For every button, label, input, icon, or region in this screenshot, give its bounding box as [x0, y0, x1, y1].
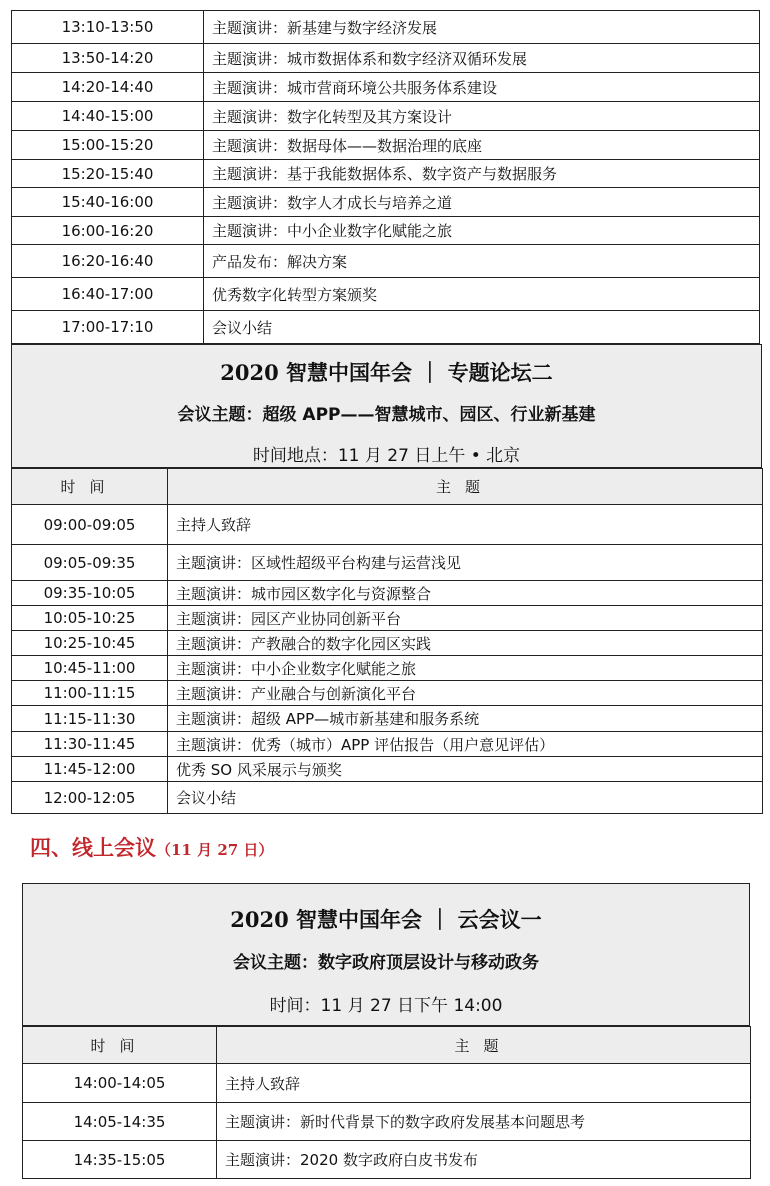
table-row — [12, 11, 760, 44]
table-row — [12, 131, 760, 160]
time-cell: 15:20-15:40 — [12, 160, 204, 188]
topic-cell: 主题演讲：城市营商环境公共服务体系建设 — [204, 73, 760, 102]
topic-cell: 主题演讲：数据母体——数据治理的底座 — [204, 131, 760, 160]
col-header-time: 时间 — [23, 1027, 217, 1064]
topic-cell: 主题演讲：数字化转型及其方案设计 — [204, 102, 760, 131]
topic-cell: 主题演讲：优秀（城市）APP 评估报告（用户意见评估） — [168, 732, 763, 757]
topic-cell: 主持人致辞 — [168, 505, 763, 545]
time-cell: 11:45-12:00 — [12, 757, 168, 782]
table-header-row — [23, 1027, 751, 1064]
table-row — [12, 656, 763, 681]
time-cell: 14:00-14:05 — [23, 1064, 217, 1103]
cloud1-title: 2020 智慧中国年会 ｜ 云会议一 — [230, 907, 542, 932]
table-row — [23, 1064, 751, 1103]
table-row — [12, 545, 763, 581]
forum2-time-place: 时间地点：11 月 27 日上午 • 北京 — [252, 446, 521, 466]
topic-cell: 主题演讲：园区产业协同创新平台 — [168, 606, 763, 631]
table-row — [12, 245, 760, 278]
table-row — [12, 581, 763, 606]
cloud1-theme: 会议主题：数字政府顶层设计与移动政务 — [233, 953, 539, 973]
topic-cell: 产品发布：解决方案 — [204, 245, 760, 278]
time-cell: 15:40-16:00 — [12, 188, 204, 217]
topic-cell: 主题演讲：基于我能数据体系、数字资产与数据服务 — [204, 160, 760, 188]
time-cell: 13:10-13:50 — [12, 11, 204, 44]
topic-cell: 优秀 SO 风采展示与颁奖 — [168, 757, 763, 782]
table-row — [12, 73, 760, 102]
forum2-theme: 会议主题：超级 APP——智慧城市、园区、行业新基建 — [177, 405, 596, 425]
table-row — [12, 278, 760, 311]
col-header-topic: 主题 — [217, 1027, 751, 1064]
topic-cell: 主题演讲：城市园区数字化与资源整合 — [168, 581, 763, 606]
table-row — [12, 102, 760, 131]
time-cell: 10:25-10:45 — [12, 631, 168, 656]
table-row — [12, 706, 763, 732]
cloud1-schedule-table — [22, 1026, 751, 1179]
topic-cell: 会议小结 — [204, 311, 760, 344]
topic-cell: 主题演讲：区域性超级平台构建与运营浅见 — [168, 545, 763, 581]
cloud1-header — [22, 883, 750, 1026]
forum2-schedule-table — [11, 468, 763, 814]
topic-cell: 主题演讲：新基建与数字经济发展 — [204, 11, 760, 44]
topic-cell: 主题演讲：中小企业数字化赋能之旅 — [168, 656, 763, 681]
schedule-table-1 — [11, 10, 760, 344]
topic-cell: 会议小结 — [168, 782, 763, 814]
table-header-row — [12, 469, 763, 505]
table-row — [12, 757, 763, 782]
forum2-header — [11, 344, 762, 468]
topic-cell: 主题演讲：中小企业数字化赋能之旅 — [204, 217, 760, 245]
time-cell: 13:50-14:20 — [12, 44, 204, 73]
time-cell: 12:00-12:05 — [12, 782, 168, 814]
topic-cell: 主题演讲：新时代背景下的数字政府发展基本问题思考 — [217, 1103, 751, 1141]
time-cell: 17:00-17:10 — [12, 311, 204, 344]
time-cell: 10:45-11:00 — [12, 656, 168, 681]
section-heading — [30, 832, 273, 862]
time-cell: 09:00-09:05 — [12, 505, 168, 545]
time-cell: 11:15-11:30 — [12, 706, 168, 732]
table-row — [12, 631, 763, 656]
topic-cell: 主题演讲：超级 APP—城市新基建和服务系统 — [168, 706, 763, 732]
section-heading-title: 四、线上会议 — [30, 835, 156, 860]
cloud1-time: 时间：11 月 27 日下午 14:00 — [269, 996, 503, 1016]
table-row — [12, 782, 763, 814]
time-cell: 16:20-16:40 — [12, 245, 204, 278]
time-cell: 09:05-09:35 — [12, 545, 168, 581]
time-cell: 15:00-15:20 — [12, 131, 204, 160]
table-row — [12, 217, 760, 245]
topic-cell: 主题演讲：城市数据体系和数字经济双循环发展 — [204, 44, 760, 73]
time-cell: 16:40-17:00 — [12, 278, 204, 311]
table-row — [12, 606, 763, 631]
table-row — [12, 732, 763, 757]
forum2-title: 2020 智慧中国年会 ｜ 专题论坛二 — [220, 360, 553, 385]
time-cell: 09:35-10:05 — [12, 581, 168, 606]
table-row — [12, 44, 760, 73]
topic-cell: 主题演讲：产教融合的数字化园区实践 — [168, 631, 763, 656]
time-cell: 16:00-16:20 — [12, 217, 204, 245]
time-cell: 10:05-10:25 — [12, 606, 168, 631]
topic-cell: 主题演讲：2020 数字政府白皮书发布 — [217, 1141, 751, 1179]
time-cell: 11:00-11:15 — [12, 681, 168, 706]
col-header-topic: 主题 — [168, 469, 763, 505]
table-row — [12, 505, 763, 545]
table-row — [12, 311, 760, 344]
table-row — [12, 681, 763, 706]
time-cell: 11:30-11:45 — [12, 732, 168, 757]
table-row — [23, 1141, 751, 1179]
table-row — [23, 1103, 751, 1141]
col-header-time: 时间 — [12, 469, 168, 505]
time-cell: 14:20-14:40 — [12, 73, 204, 102]
topic-cell: 主题演讲：产业融合与创新演化平台 — [168, 681, 763, 706]
topic-cell: 主持人致辞 — [217, 1064, 751, 1103]
section-heading-date: （11 月 27 日） — [156, 841, 274, 859]
table-row — [12, 188, 760, 217]
time-cell: 14:40-15:00 — [12, 102, 204, 131]
time-cell: 14:35-15:05 — [23, 1141, 217, 1179]
table-row — [12, 160, 760, 188]
topic-cell: 主题演讲：数字人才成长与培养之道 — [204, 188, 760, 217]
time-cell: 14:05-14:35 — [23, 1103, 217, 1141]
topic-cell: 优秀数字化转型方案颁奖 — [204, 278, 760, 311]
